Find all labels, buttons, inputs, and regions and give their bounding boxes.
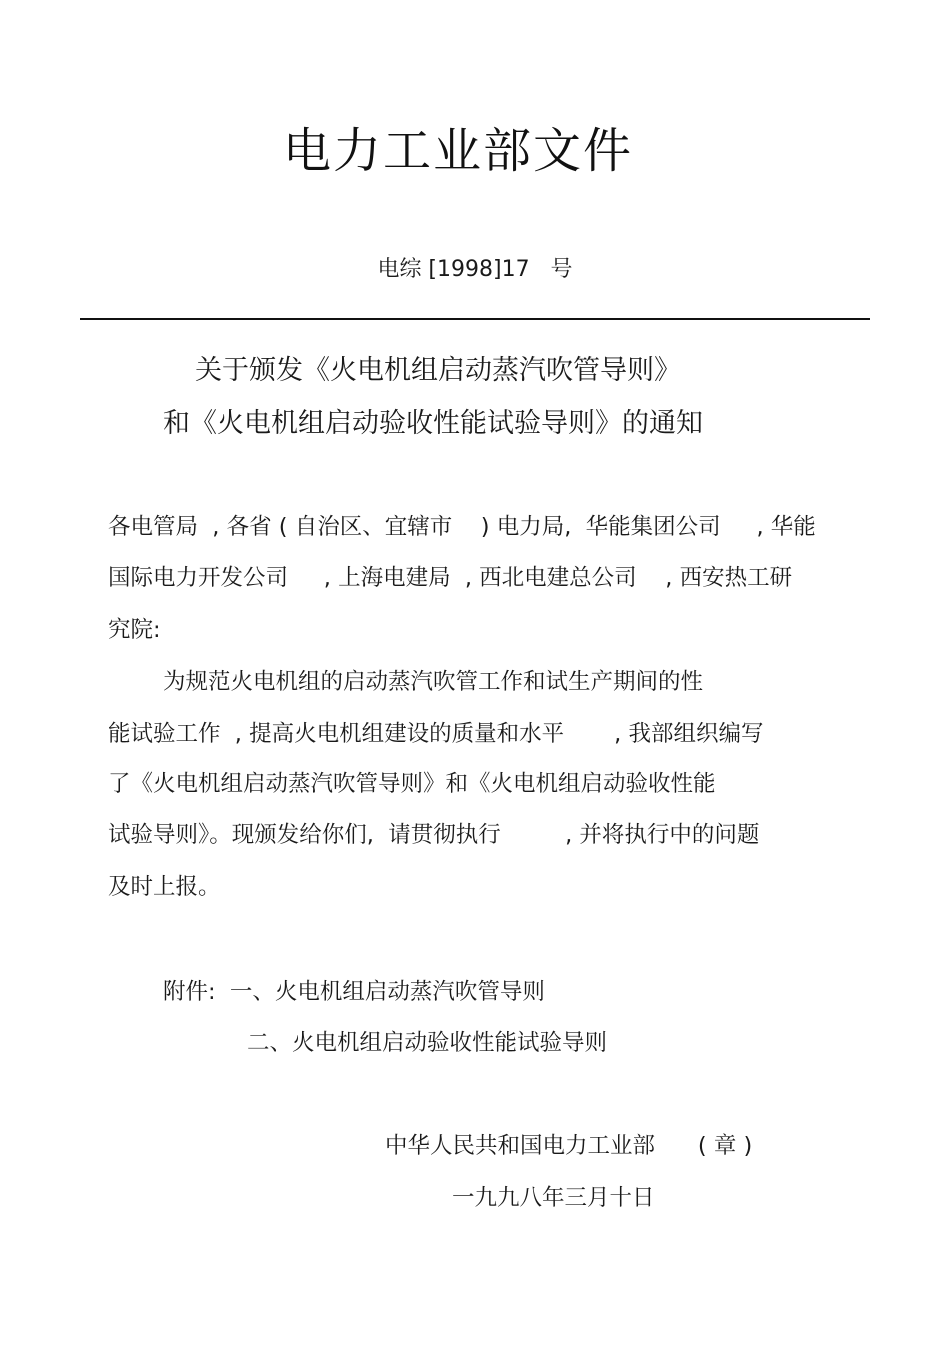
attachment-item-2: 二、火电机组启动验收性能试验导则 bbox=[247, 1030, 608, 1056]
document-number: 电综 [1998]17 号 bbox=[377, 257, 573, 282]
signature-organization: 中华人民共和国电力工业部 ( 章 ) bbox=[385, 1133, 753, 1159]
signature-date: 一九九八年三月十日 bbox=[452, 1185, 655, 1211]
body-line: 各电管局 , 各省 ( 自治区、宜辖市 ) 电力局, 华能集团公司 , 华能 bbox=[108, 514, 816, 540]
attachment-item-1: 附件: 一、火电机组启动蒸汽吹管导则 bbox=[163, 979, 545, 1005]
body-line: 为规范火电机组的启动蒸汽吹管工作和试生产期间的性 bbox=[163, 669, 704, 695]
document-header-title: 电力工业部文件 bbox=[282, 123, 633, 179]
body-line: 试验导则》。现颁发给你们, 请贯彻执行 , 并将执行中的问题 bbox=[108, 822, 760, 848]
header-divider bbox=[80, 318, 870, 320]
body-line: 了《火电机组启动蒸汽吹管导则》和《火电机组启动验收性能 bbox=[108, 771, 716, 797]
notice-title-line-2: 和《火电机组启动验收性能试验导则》的通知 bbox=[163, 408, 703, 439]
body-line: 国际电力开发公司 , 上海电建局 , 西北电建总公司 , 西安热工研 bbox=[108, 565, 793, 591]
body-line: 究院: bbox=[108, 617, 161, 643]
body-line: 能试验工作 , 提高火电机组建设的质量和水平 , 我部组织编写 bbox=[108, 721, 764, 747]
body-line: 及时上报。 bbox=[108, 874, 221, 900]
notice-title-line-1: 关于颁发《火电机组启动蒸汽吹管导则》 bbox=[195, 355, 681, 386]
